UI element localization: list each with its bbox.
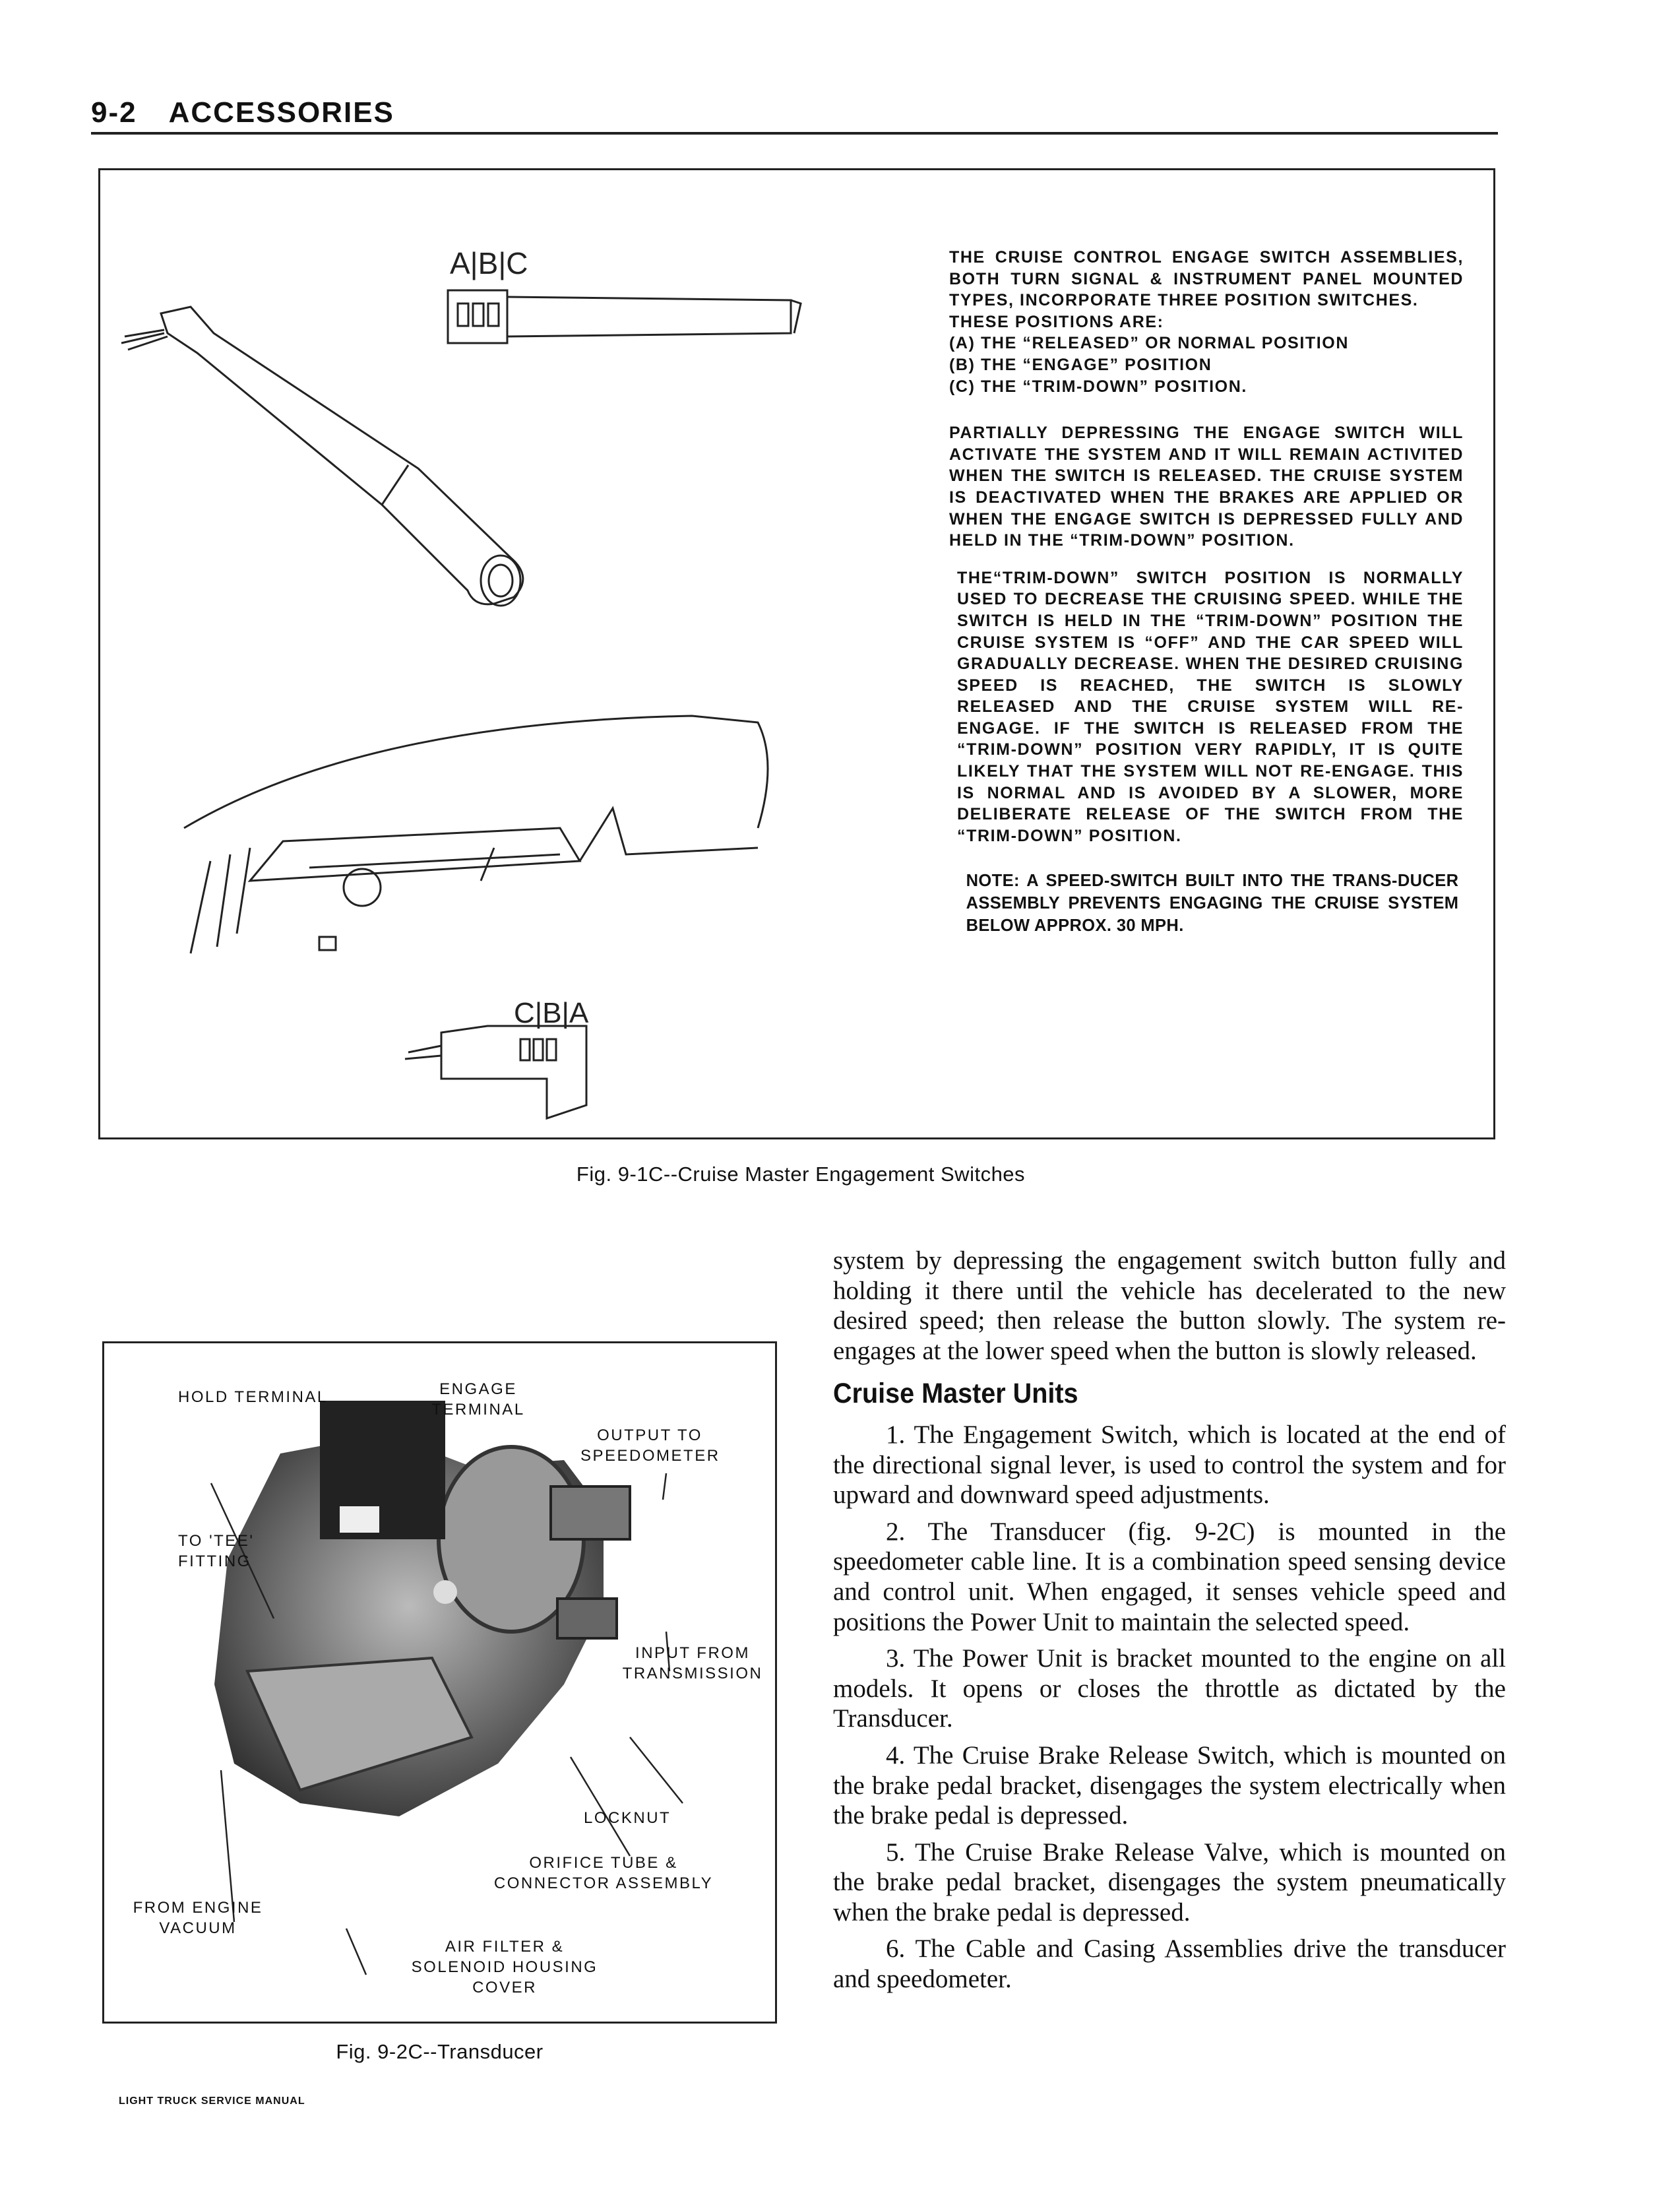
intro-paragraph: system by depressing the engagement switch button fully and holding it there until the vehicle has decelerated to the new desired speed; then release the button slowly. The system re-engages at the lower speed when the button is slowly released. [833,1246,1506,1365]
label-to-tee-fitting: TO 'TEE' FITTING [178,1532,255,1570]
instrument-panel-drawing [184,716,768,953]
page-number: 9-2 [91,96,137,129]
body-text-column [833,1246,1506,2001]
paragraph-positions-intro: THE CRUISE CONTROL ENGAGE SWITCH ASSEMBLIES, BOTH TURN SIGNAL & INSTRUMENT PANEL MOUNTED TYPES, INCORPORATE THREE POSITION SWITCHES. [949,248,1464,310]
label-output-to-speedometer: OUTPUT TO SPEEDOMETER [580,1426,720,1465]
engagement-switch-description [949,247,1464,952]
label-locknut: LOCKNUT [584,1809,671,1827]
switch-diagram-bottom [405,997,589,1118]
label-from-engine-vacuum: FROM ENGINE VACUUM [133,1899,263,1937]
figure-caption-9-1c: Fig. 9-1C--Cruise Master Engagement Switches [576,1163,1026,1186]
list-item: 3. The Power Unit is bracket mounted to the engine on all models. It opens or closes the throttle as dictated by the Transducer. [833,1644,1506,1733]
footer-manual-title: LIGHT TRUCK SERVICE MANUAL [119,2095,305,2107]
label-orifice-tube: ORIFICE TUBE & CONNECTOR ASSEMBLY [493,1854,714,1892]
section-heading: Cruise Master Units [833,1378,1078,1410]
label-input-from-transmission: INPUT FROM TRANSMISSION [622,1644,763,1682]
paragraph-activation: PARTIALLY DEPRESSING THE ENGAGE SWITCH WILL ACTIVATE THE SYSTEM AND IT WILL REMAIN ACTIVITED WHEN THE SWITCH IS RELEASED. THE CRUISE SYSTEM IS DEACTIVATED WHEN THE BRAKES ARE APPLIED OR WHEN THE ENGAGE SWITCH IS DEPRESSED FULLY AND HELD IN THE “TRIM-DOWN” POSITION. [949,424,1464,550]
header-rule [91,132,1498,135]
paragraph-trim-down: THE“TRIM-DOWN” SWITCH POSITION IS NORMALLY USED TO DECREASE THE CRUISING SPEED. WHILE THE SWITCH IS HELD IN THE “TRIM-DOWN” POSITION THE CRUISE SYSTEM IS “OFF” AND THE CAR SPEED WILL GRADUALLY DECREASE. WHEN THE DESIRED CRUISING SPEED IS REACHED, THE SWITCH IS SLOWLY RELEASED AND THE CRUISE SYSTEM WILL RE-ENGAGE. IF THE SWITCH IS RELEASED FROM THE “TRIM-DOWN” POSITION VERY RAPIDLY, IT IS QUITE LIKELY THAT THE SYSTEM WILL NOT RE-ENGAGE. THIS IS NORMAL AND IS AVOIDED BY A SLOWER, MORE DELIBERATE RELEASE OF THE SWITCH FROM THE “TRIM-DOWN” POSITION. [957,568,1464,845]
position-a: (A) THE “RELEASED” OR NORMAL POSITION [949,334,1349,353]
label-hold-terminal: HOLD TERMINAL [178,1388,328,1406]
list-item: 6. The Cable and Casing Assemblies drive the transducer and speedometer. [833,1934,1506,1994]
list-item: 2. The Transducer (fig. 9-2C) is mounted in the speedometer cable line. It is a combination speed sensing device and control unit. When engaged, it senses vehicle speed and positions the Power Unit to maintain the selected speed. [833,1517,1506,1636]
list-item: 4. The Cruise Brake Release Switch, which is mounted on the brake pedal bracket, disengages the system electrically when the brake pedal is depressed. [833,1740,1506,1830]
switch-position-labels-top: A|B|C [450,246,528,280]
label-air-filter: AIR FILTER & SOLENOID HOUSING COVER [411,1938,598,1996]
position-b: (B) THE “ENGAGE” POSITION [949,355,1212,374]
switch-position-labels-bottom: C|B|A [514,997,589,1029]
list-item: 1. The Engagement Switch, which is located at the end of the directional signal lever, is used to control the system and for upward and downward speed adjustments. [833,1420,1506,1510]
turn-signal-lever-drawing [121,307,523,606]
switch-illustrations [98,168,949,1139]
list-item: 5. The Cruise Brake Release Valve, which is mounted on the brake pedal bracket, disengages the system pneumatically when the brake pedal is depressed. [833,1837,1506,1927]
section-title: ACCESSORIES [168,96,394,129]
speed-switch-note: NOTE: A SPEED-SWITCH BUILT INTO THE TRANS-DUCER ASSEMBLY PREVENTS ENGAGING THE CRUISE SYSTEM BELOW APPROX. 30 MPH. [966,870,1459,936]
page-header [91,96,394,129]
figure-caption-9-2c: Fig. 9-2C--Transducer [336,2040,544,2063]
positions-label: THESE POSITIONS ARE: [949,312,1164,331]
switch-diagram-top [448,246,801,343]
position-c: (C) THE “TRIM-DOWN” POSITION. [949,377,1247,396]
label-engage-terminal: ENGAGE TERMINAL [431,1380,525,1419]
